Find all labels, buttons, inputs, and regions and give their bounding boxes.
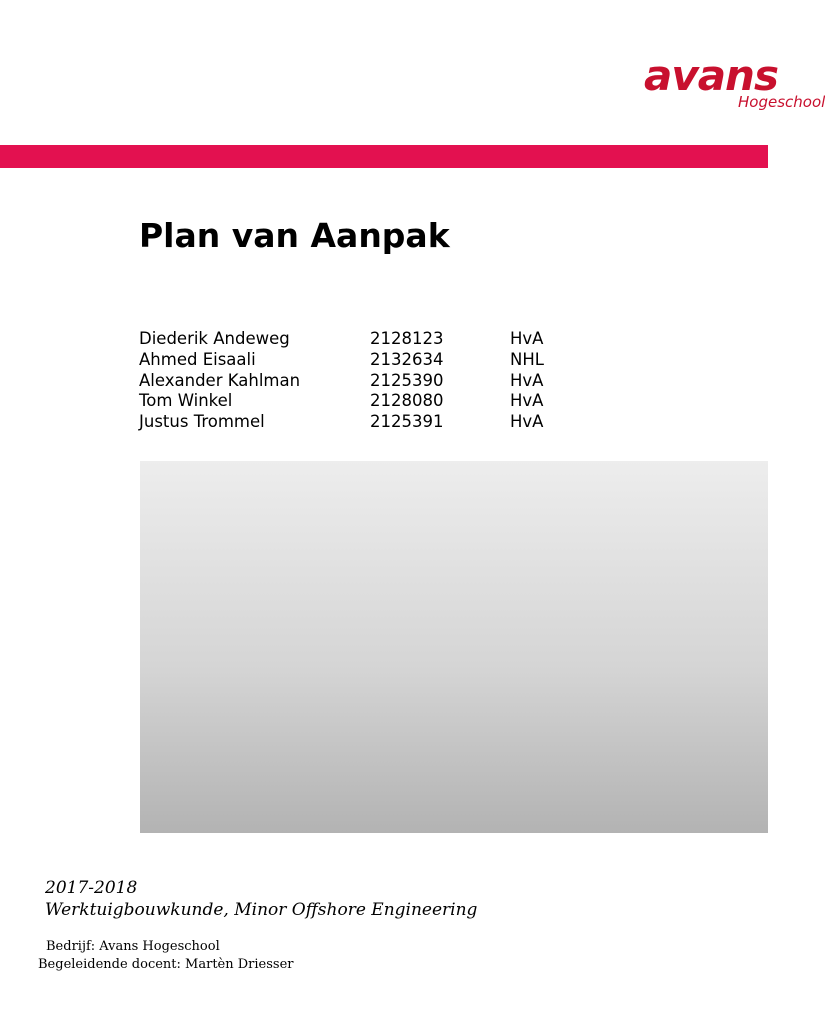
member-name: Alexander Kahlman xyxy=(139,370,301,390)
member-student-id: 2125390 xyxy=(370,370,444,390)
header-band xyxy=(0,145,768,168)
member-student-id: 2132634 xyxy=(370,349,444,369)
team-members-list xyxy=(139,329,659,433)
member-student-id: 2128123 xyxy=(370,329,444,348)
member-row xyxy=(139,350,659,371)
member-name: Justus Trommel xyxy=(139,412,265,432)
member-student-id: 2125391 xyxy=(370,412,444,432)
avans-logo xyxy=(640,51,825,116)
member-row xyxy=(139,412,659,433)
member-school: HvA xyxy=(510,329,544,348)
member-student-id: 2128080 xyxy=(370,391,444,411)
member-name: Diederik Andeweg xyxy=(139,329,290,348)
member-name: Tom Winkel xyxy=(139,391,233,411)
member-school: HvA xyxy=(510,370,544,390)
company-line: Bedrijf: Avans Hogeschool xyxy=(46,939,220,954)
supervisor-line: Begeleidende docent: Martèn Driesser xyxy=(38,957,294,972)
study-program: Werktuigbouwkunde, Minor Offshore Engineering xyxy=(45,900,478,920)
logo-subtext: Hogeschool xyxy=(738,93,825,111)
logo-wordmark: avans xyxy=(644,51,778,100)
member-row xyxy=(139,371,659,392)
member-name: Ahmed Eisaali xyxy=(139,349,256,369)
member-row xyxy=(139,329,659,350)
member-school: HvA xyxy=(510,412,544,432)
member-school: HvA xyxy=(510,391,544,411)
cover-image-placeholder xyxy=(140,461,768,833)
member-row xyxy=(139,391,659,412)
academic-year: 2017-2018 xyxy=(45,878,138,898)
member-school: NHL xyxy=(510,349,544,369)
document-title: Plan van Aanpak xyxy=(139,216,450,255)
